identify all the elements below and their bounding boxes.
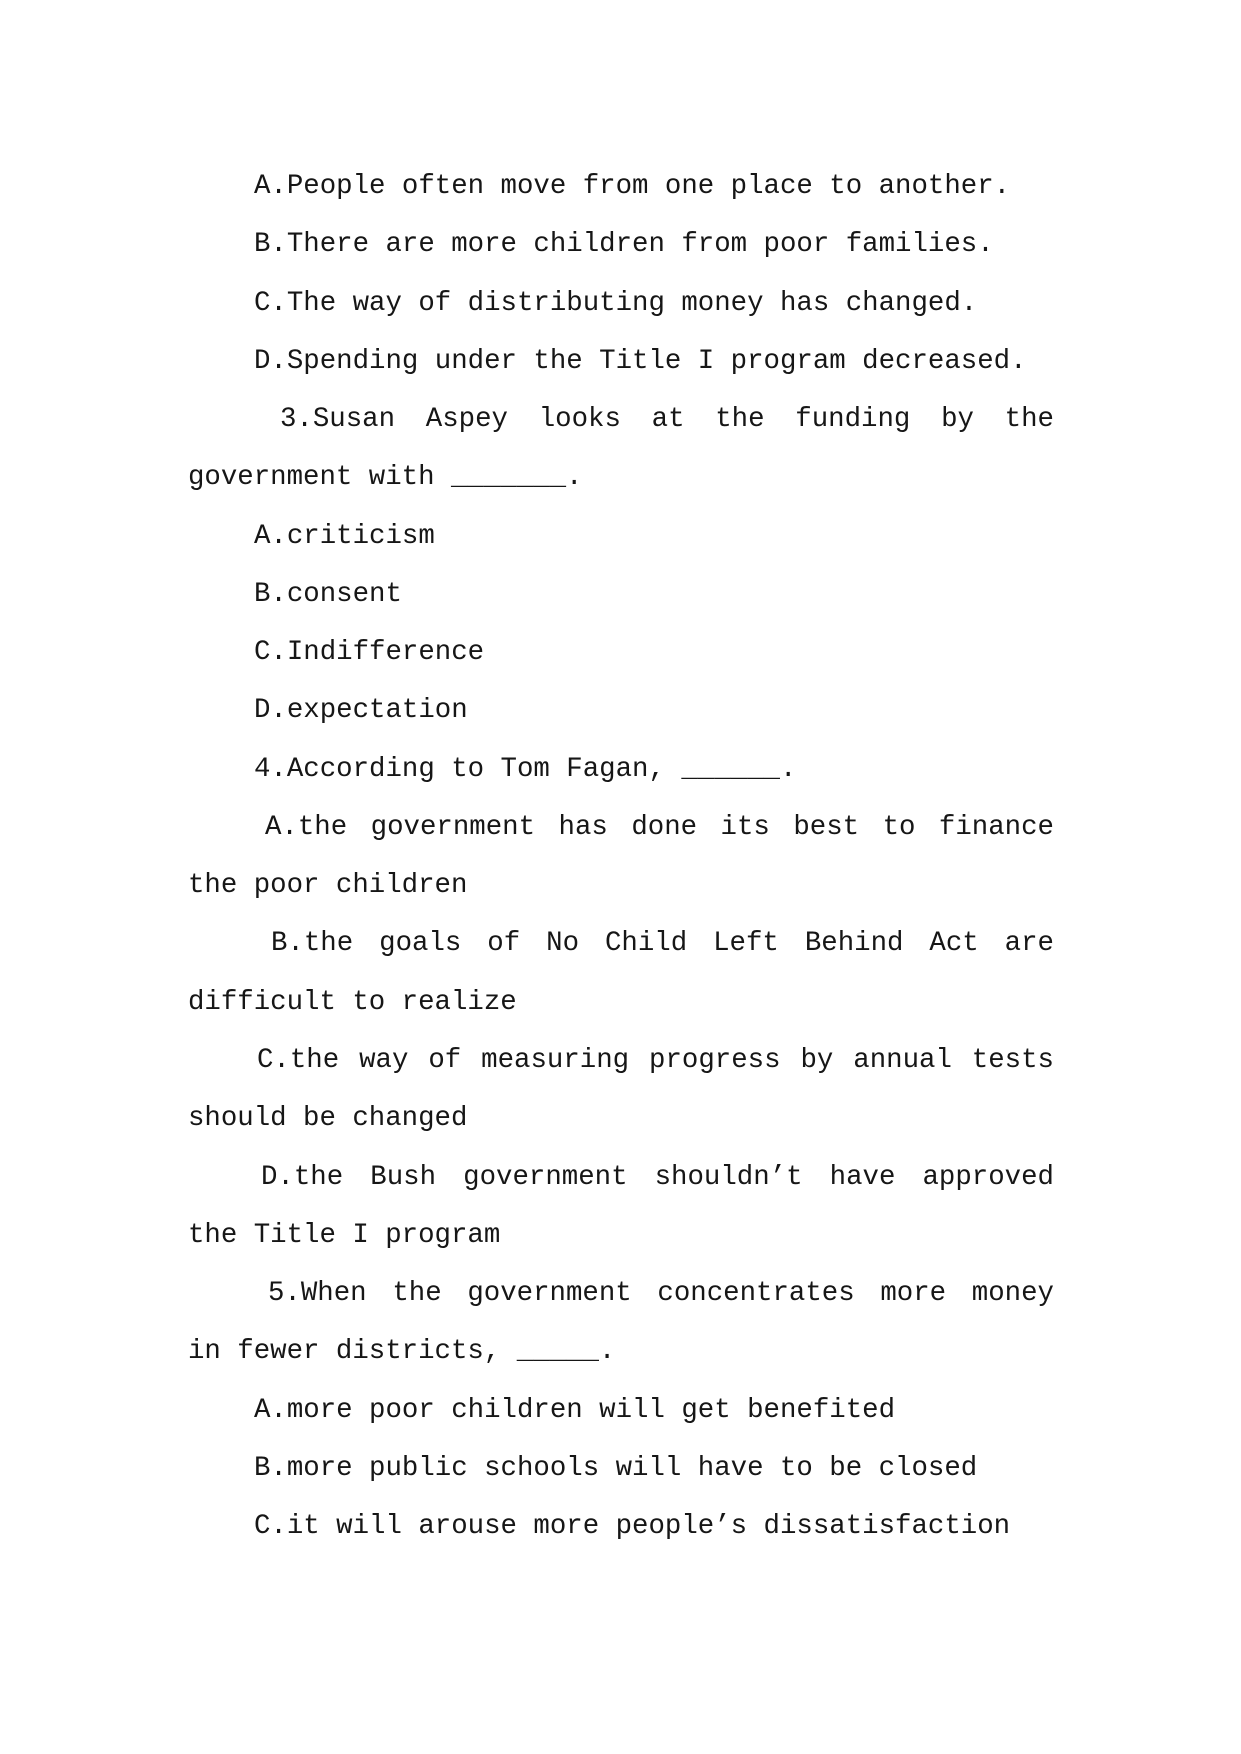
q5-stem-line-1: 5.When the government concentrates more money <box>268 1278 1054 1310</box>
q4-option-b-line-1: B.the goals of No Child Left Behind Act are <box>271 928 1054 960</box>
q4-option-d-line-2: the Title I program <box>188 1219 501 1251</box>
q2-option-a: A.People often move from one place to another. <box>254 171 1011 202</box>
q4-option-a-line-1: A.the government has done its best to finance <box>265 811 1054 843</box>
q2-option-c: C.The way of distributing money has changed. <box>254 287 978 319</box>
q3-stem-line-1: 3.Susan Aspey looks at the funding by the <box>280 404 1054 436</box>
q5-option-b: B.more public schools will have to be closed <box>254 1452 978 1484</box>
q4-stem: 4.According to Tom Fagan, ______. <box>254 753 797 785</box>
q5-option-c: C.it will arouse more people’s dissatisfaction <box>254 1511 1011 1543</box>
q3-stem-line-2: government with _______. <box>188 462 583 494</box>
q5-stem-line-2: in fewer districts, _____. <box>188 1336 616 1368</box>
document-text <box>188 158 1054 1556</box>
q3-option-b: B.consent <box>254 578 402 610</box>
q4-option-a-line-2: the poor children <box>188 870 468 902</box>
q3-option-a: A.criticism <box>254 520 435 552</box>
q3-option-d: D.expectation <box>254 695 468 727</box>
q2-option-b: B.There are more children from poor families. <box>254 229 994 261</box>
q5-option-a: A.more poor children will get benefited <box>254 1394 896 1426</box>
q3-option-c: C.Indifference <box>254 637 485 669</box>
q4-option-c-line-1: C.the way of measuring progress by annual tests <box>257 1044 1054 1076</box>
q4-option-d-line-1: D.the Bush government shouldn’t have approved <box>261 1161 1054 1193</box>
q4-option-c-line-2: should be changed <box>188 1103 468 1135</box>
q4-option-b-line-2: difficult to realize <box>188 986 517 1018</box>
q2-option-d: D.Spending under the Title I program decreased. <box>254 345 1027 377</box>
